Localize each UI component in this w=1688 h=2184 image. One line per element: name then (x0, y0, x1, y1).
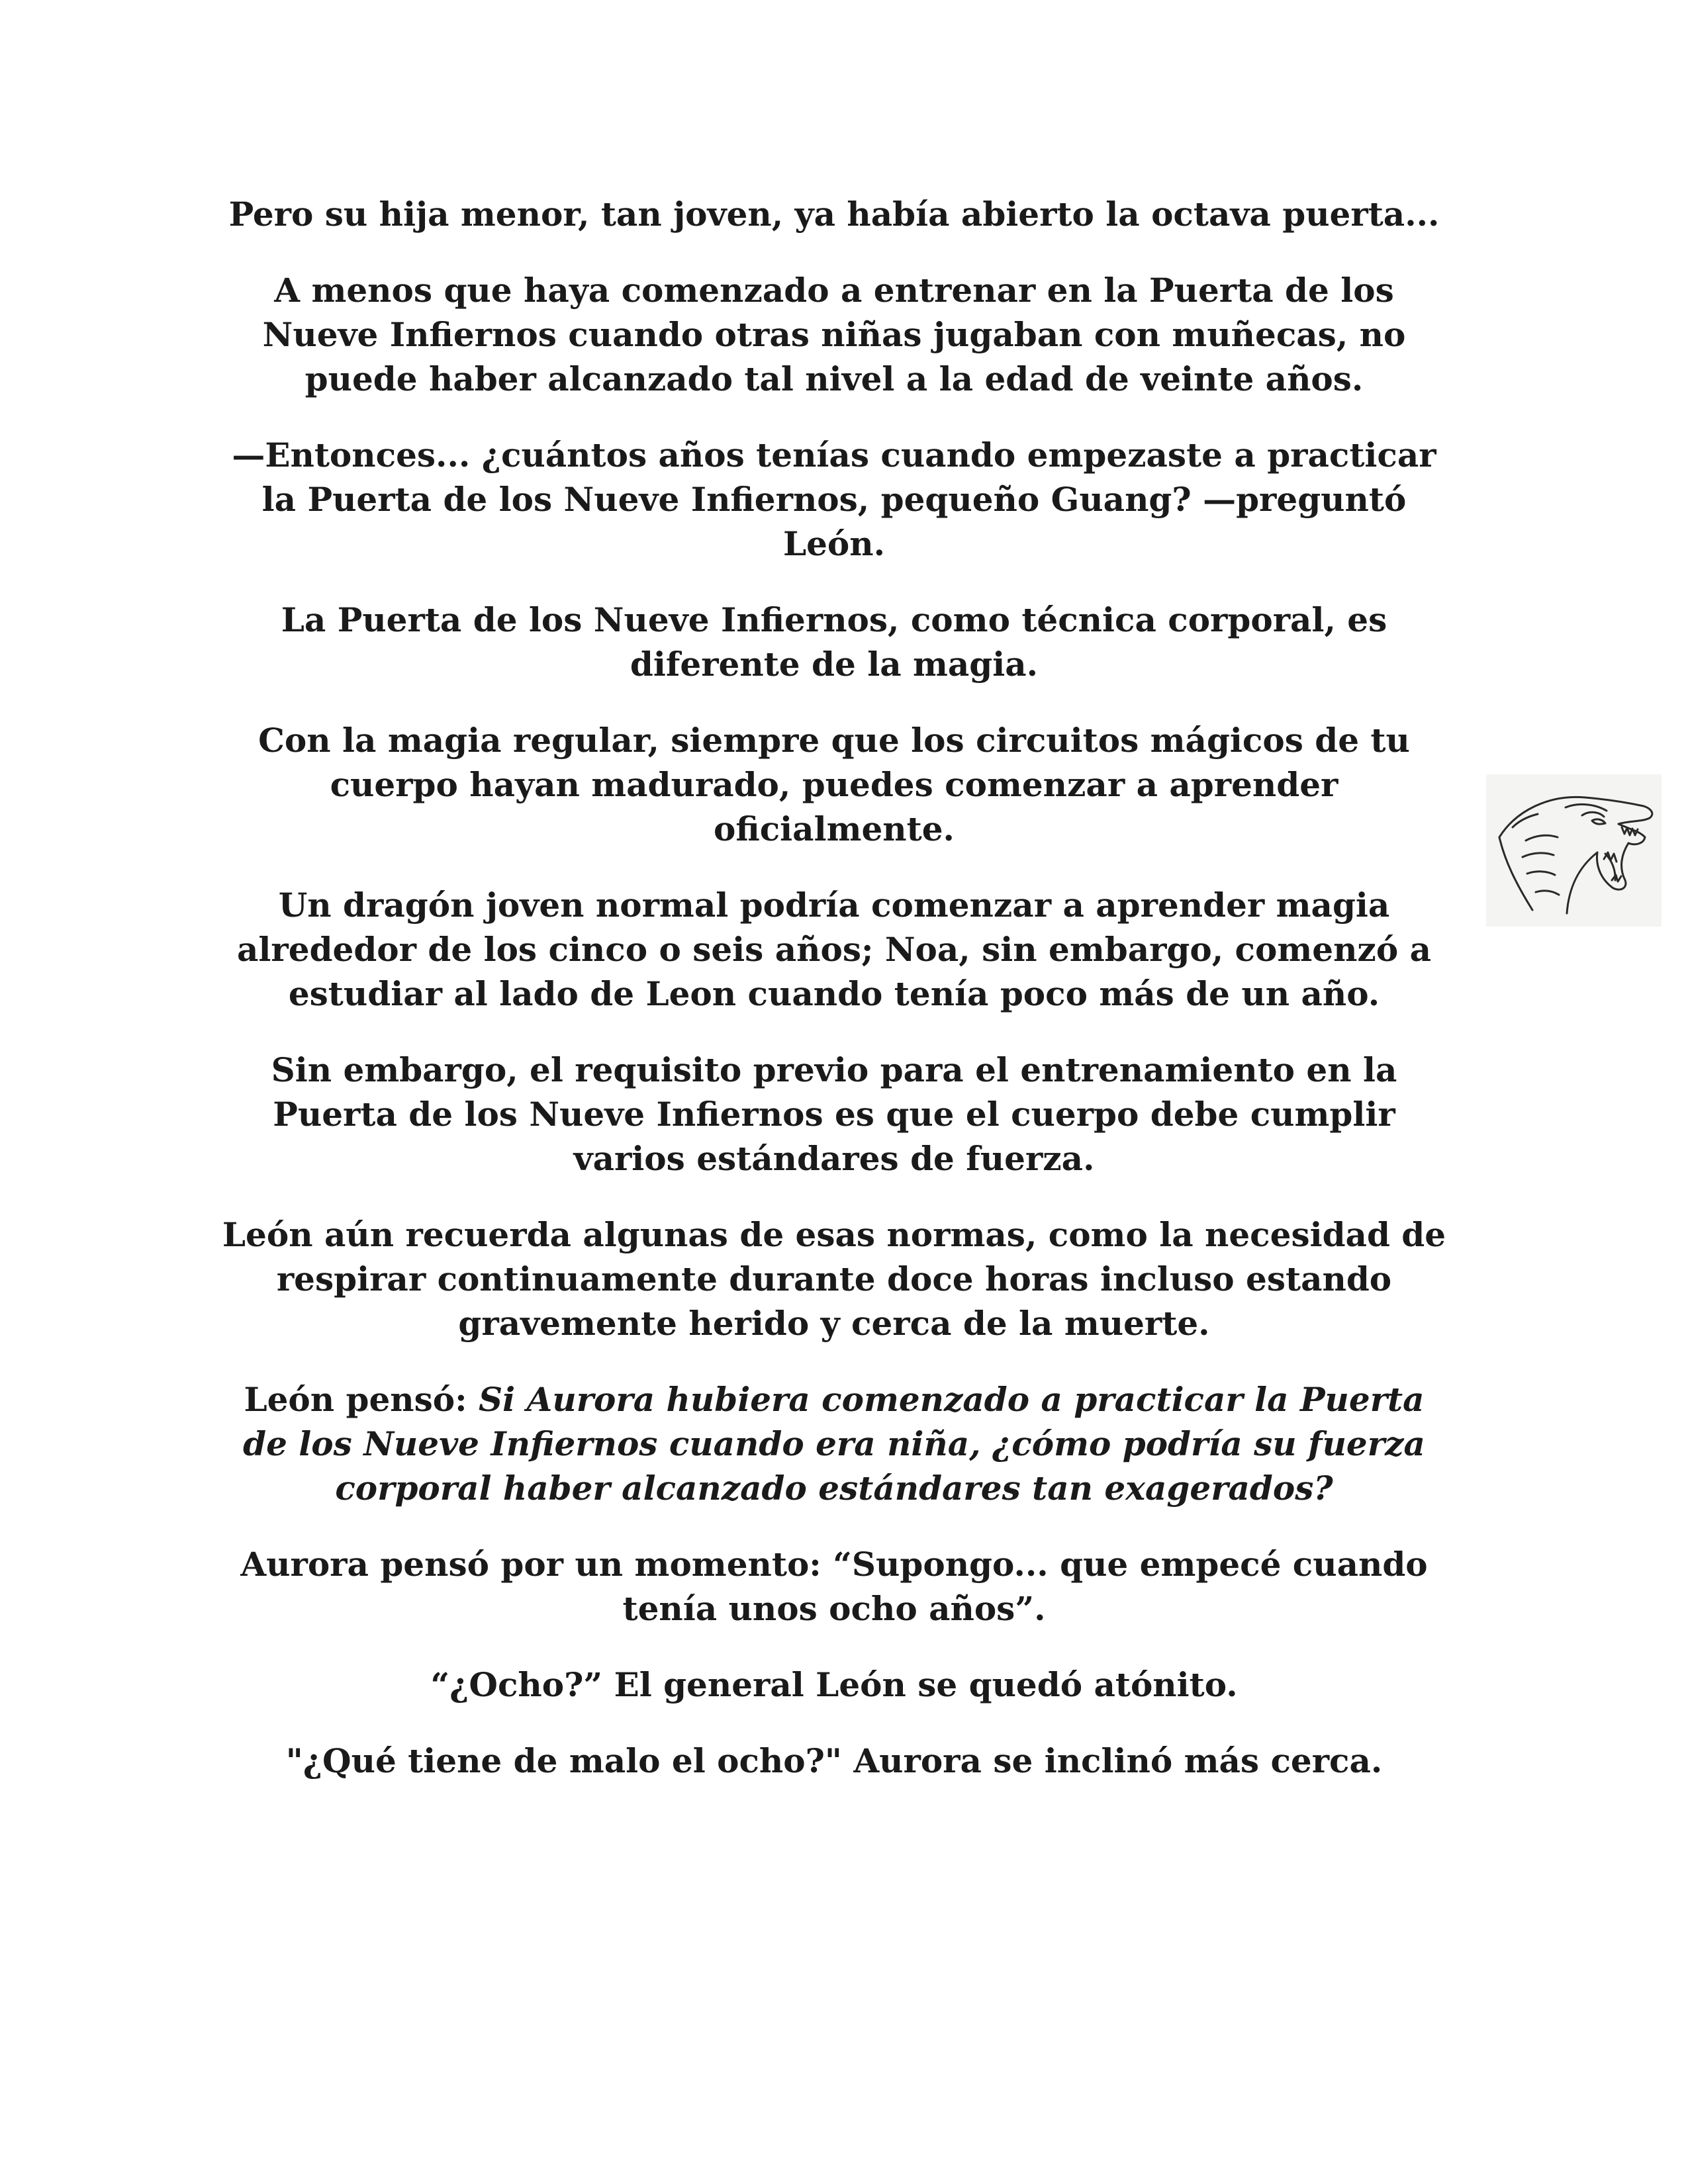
paragraph-10: Aurora pensó por un momento: “Supongo... que empecé cuando tenía unos ocho años”. (240, 1545, 1428, 1628)
paragraph-9-thought: Si Aurora hubiera comenzado a practicar la Puerta de los Nueve Infiernos cuando era niña, ¿cómo podría su fuerza corporal haber alcanzado estándares tan exagerados? (243, 1380, 1425, 1508)
paragraph-4: La Puerta de los Nueve Infiernos, como técnica corporal, es diferente de la magia. (281, 600, 1387, 684)
paragraph-5: Con la magia regular, siempre que los circuitos mágicos de tu cuerpo hayan madurado, puedes comenzar a aprender oficialmente. (258, 721, 1410, 848)
paragraph-1: Pero su hija menor, tan joven, ya había abierto la octava puerta... (228, 195, 1440, 234)
paragraph-11: “¿Ocho?” El general León se quedó atónito. (430, 1665, 1238, 1704)
paragraph-2: A menos que haya comenzado a entrenar en la Puerta de los Nueve Infiernos cuando otras niñas jugaban con muñecas, no puede haber alcanzado tal nivel a la edad de veinte años. (262, 271, 1406, 398)
paragraph-3: —Entonces... ¿cuántos años tenías cuando empezaste a practicar la Puerta de los Nueve Infiernos, pequeño Guang? —preguntó León. (232, 435, 1436, 563)
paragraph-7: Sin embargo, el requisito previo para el entrenamiento en la Puerta de los Nueve Infiernos es que el cuerpo debe cumplir varios estándares de fuerza. (271, 1050, 1397, 1178)
paragraph-12: "¿Qué tiene de malo el ocho?" Aurora se inclinó más cerca. (285, 1741, 1383, 1780)
paragraph-9-lead: León pensó: (244, 1380, 479, 1419)
paragraph-6: Un dragón joven normal podría comenzar a aprender magia alrededor de los cinco o seis años; Noa, sin embargo, comenzó a estudiar al lado de Leon cuando tenía poco más de un año. (237, 886, 1431, 1013)
story-text (218, 192, 1450, 1815)
paragraph-9 (218, 1377, 1450, 1510)
dragon-head-icon (1486, 774, 1662, 927)
paragraph-8: León aún recuerda algunas de esas normas, como la necesidad de respirar continuamente durante doce horas incluso estando gravemente herido y cerca de la muerte. (222, 1215, 1446, 1343)
